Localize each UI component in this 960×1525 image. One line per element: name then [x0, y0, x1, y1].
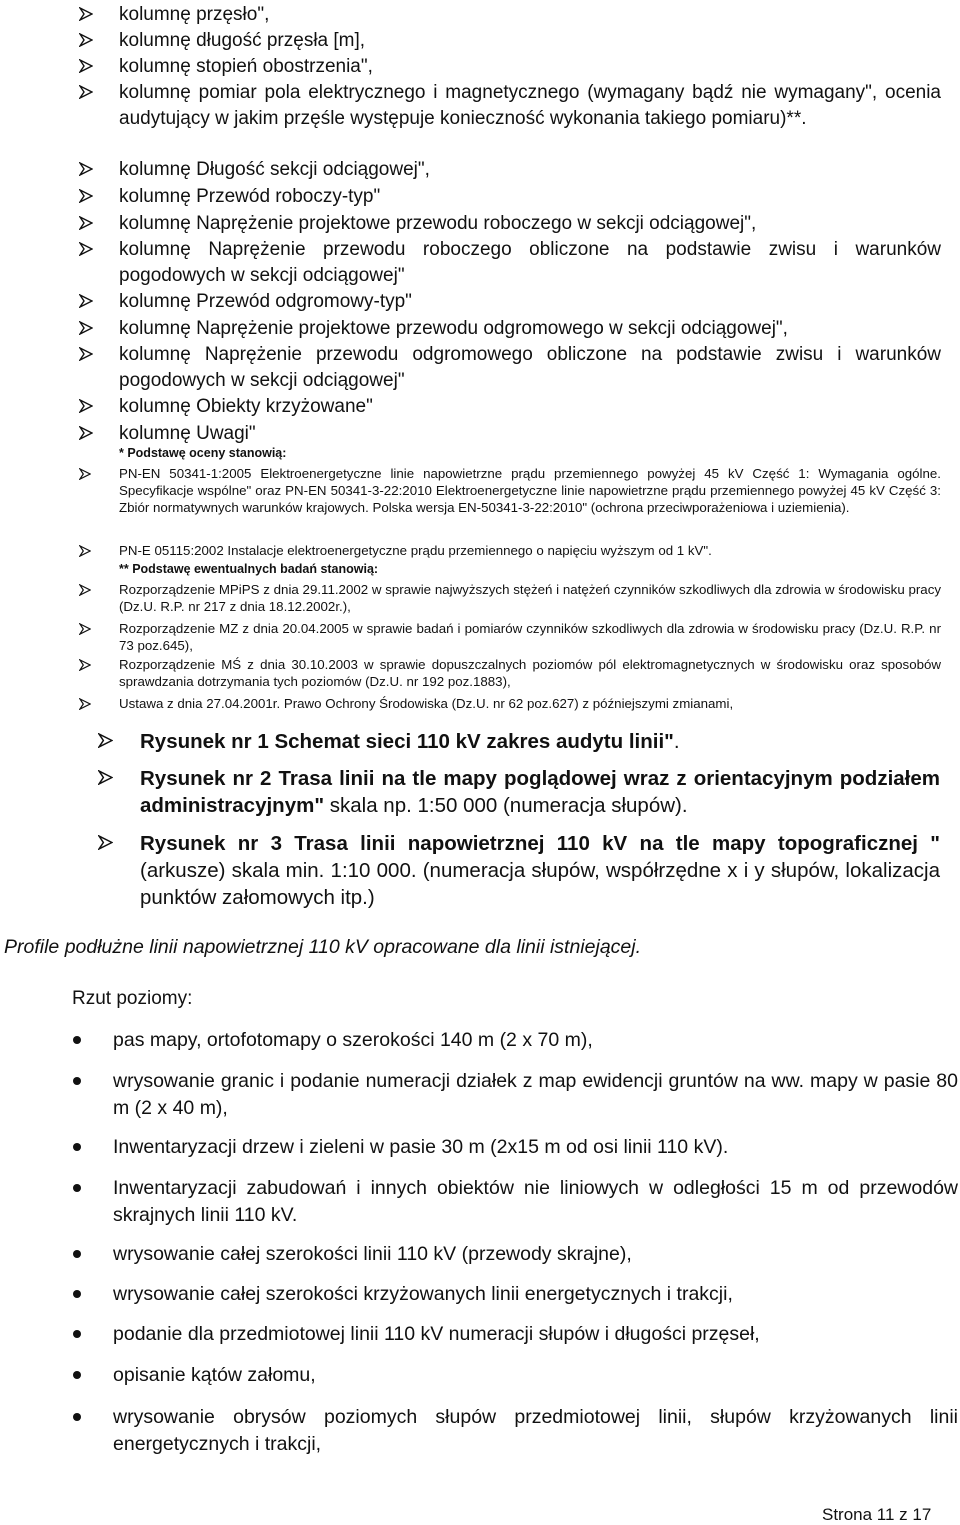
- arrowhead-bullet-icon: [79, 242, 93, 256]
- arrowhead-bullet-icon: [79, 162, 93, 176]
- list-item-text: Rozporządzenie MPiPS z dnia 29.11.2002 w sprawie najwyższych stężeń i natężeń czynników szkodliwych dla zdrowia w środowisku pracy (Dz.U. R.P. nr 217 z dnia 18.12.2002r.),: [119, 582, 941, 614]
- regulation-list-item: [0, 656, 960, 692]
- list-item-text: wrysowanie całej szerokości krzyżowanych linii energetycznych i trakcji,: [113, 1283, 733, 1305]
- figure-text: [140, 728, 940, 755]
- figure-note: .: [673, 730, 680, 753]
- arrowhead-bullet-icon: [79, 347, 93, 361]
- arrowhead-bullet-icon: [98, 835, 113, 850]
- list-item-text: kolumnę Uwagi": [119, 423, 256, 444]
- list-item: [0, 1175, 960, 1229]
- list-item-text: kolumnę Naprężenie przewodu roboczego obliczone na podstawie zwisu i warunków pogodowych w sekcji odciągowej": [119, 239, 941, 286]
- list-item: [0, 1281, 960, 1308]
- round-bullet-icon: [73, 1184, 81, 1192]
- arrowhead-bullet-icon: [79, 659, 91, 671]
- arrowhead-bullet-icon: [79, 33, 93, 47]
- figure-title: Rysunek nr 1 Schemat sieci 110 kV zakres audytu linii": [140, 730, 674, 753]
- list-item: [0, 1134, 960, 1161]
- plan-view-label: Rzut poziomy:: [72, 988, 193, 1009]
- round-bullet-icon: [73, 1250, 81, 1258]
- list-item-text: kolumnę Przewód roboczy-typ": [119, 186, 381, 207]
- arrowhead-bullet-icon: [79, 321, 93, 335]
- list-item-text: kolumnę pomiar pola elektrycznego i magnetycznego (wymagany bądź nie wymagany", ocenia audytujący w jakim przęśle występuje konieczność wykonania takiego pomiaru)**.: [119, 82, 941, 129]
- figure-text: [140, 830, 940, 911]
- list-item-text: Inwentaryzacji drzew i zieleni w pasie 30 m (2x15 m od osi linii 110 kV).: [113, 1136, 729, 1158]
- list-item-text: wrysowanie całej szerokości linii 110 kV (przewody skrajne),: [113, 1243, 632, 1265]
- figure-item: [0, 765, 960, 821]
- column-list-item: [0, 80, 960, 157]
- regulation-list-item: [0, 581, 960, 617]
- page-number: Strona 11 z 17: [822, 1505, 932, 1524]
- list-item-text: Inwentaryzacji zabudowań i innych obiektów nie liniowych w odległości 15 m od przewodów skrajnych linii 110 kV.: [113, 1177, 958, 1226]
- list-item-text: opisanie kątów załomu,: [113, 1364, 316, 1386]
- list-item: [0, 1027, 960, 1054]
- list-item-text: PN-EN 50341-1:2005 Elektroenergetyczne linie napowietrzne prądu przemiennego powyżej 45 kV Część 1: Wymagania ogólne. Specyfikacje wspólne" oraz PN-EN 50341-3-22:2010 Elektroenergetyczne linie napowietrzne prądu przemiennego powyżej 45 kV Część 3: Zbiór normatywnych warunków krajowych. Polska wersja EN-50341-3-22:2010" (ochrona przeciwporażeniowa i uziemienia).: [119, 466, 941, 515]
- arrowhead-bullet-icon: [79, 698, 91, 710]
- list-item-text: kolumnę długość przęsła [m],: [119, 30, 366, 51]
- list-item: [0, 1404, 960, 1458]
- list-item: [0, 1241, 960, 1268]
- arrowhead-bullet-icon: [79, 7, 93, 21]
- figure-text: [140, 765, 940, 819]
- assessment-basis-heading: * Podstawę oceny stanowią:: [119, 446, 287, 460]
- arrowhead-bullet-icon: [79, 216, 93, 230]
- arrowhead-bullet-icon: [79, 468, 91, 480]
- arrowhead-bullet-icon: [79, 623, 91, 635]
- arrowhead-bullet-icon: [98, 733, 113, 748]
- list-item-text: Ustawa z dnia 27.04.2001r. Prawo Ochrony Środowiska (Dz.U. nr 62 poz.627) z późniejszymi zmianami,: [119, 696, 734, 711]
- list-item-text: Rozporządzenie MŚ z dnia 30.10.2003 w sprawie dopuszczalnych poziomów pól elektromagnetycznych w środowisku oraz sposobów sprawdzania dotrzymania tych poziomów (Dz.U. nr 192 poz.1883),: [119, 657, 941, 689]
- round-bullet-icon: [73, 1290, 81, 1298]
- figure-item: [0, 728, 960, 756]
- column-list-item: [0, 157, 960, 182]
- column-list-item: [0, 211, 960, 236]
- list-item-text: kolumnę stopień obostrzenia",: [119, 56, 373, 77]
- list-item-text: kolumnę Naprężenie przewodu odgromowego obliczone na podstawie zwisu i warunków pogodowych w sekcji odciągowej": [119, 344, 941, 391]
- list-item-text: Rozporządzenie MZ z dnia 20.04.2005 w sprawie badań i pomiarów czynników szkodliwych dla zdrowia w środowisku pracy (Dz.U. R.P. nr 73 poz.645),: [119, 621, 941, 653]
- list-item-text: kolumnę Obiekty krzyżowane": [119, 396, 373, 417]
- arrowhead-bullet-icon: [79, 85, 93, 99]
- round-bullet-icon: [73, 1330, 81, 1338]
- list-item-text: kolumnę Długość sekcji odciągowej",: [119, 159, 430, 180]
- standard-list-item: [0, 542, 960, 561]
- column-list-item: [0, 289, 960, 314]
- list-item-text: kolumnę Naprężenie projektowe przewodu odgromowego w sekcji odciągowej",: [119, 318, 788, 339]
- regulation-list-item: [0, 695, 960, 714]
- column-list-item: [0, 316, 960, 341]
- round-bullet-icon: [73, 1077, 81, 1085]
- list-item-text: wrysowanie obrysów poziomych słupów przedmiotowej linii, słupów krzyżowanych linii energetycznych i trakcji,: [113, 1406, 958, 1455]
- column-list-item: [0, 237, 960, 288]
- regulation-list-item: [0, 620, 960, 656]
- arrowhead-bullet-icon: [79, 584, 91, 596]
- list-item-text: PN-E 05115:2002 Instalacje elektroenergetyczne prądu przemiennego o napięciu wyższym od 1 kV".: [119, 543, 712, 558]
- figure-title: Rysunek nr 2 Trasa linii na tle mapy poglądowej wraz z orientacyjnym podziałem administracyjnym": [140, 767, 940, 817]
- figure-note: (arkusze) skala min. 1:10 000. (numeracja słupów, współrzędne x i y słupów, lokalizacja punktów załomowych itp.): [140, 859, 940, 909]
- list-item: [0, 1321, 960, 1348]
- round-bullet-icon: [73, 1036, 81, 1044]
- profile-paragraph: Profile podłużne linii napowietrznej 110 kV opracowane dla linii istniejącej.: [4, 936, 642, 958]
- column-list-item: [0, 184, 960, 209]
- figure-title: Rysunek nr 3 Trasa linii napowietrznej 110 kV na tle mapy topograficznej ": [140, 832, 940, 855]
- standard-list-item: [0, 465, 960, 540]
- list-item-text: kolumnę przęsło",: [119, 4, 270, 25]
- list-item-text: kolumnę Naprężenie projektowe przewodu roboczego w sekcji odciągowej",: [119, 213, 757, 234]
- list-item-text: wrysowanie granic i podanie numeracji działek z map ewidencji gruntów na ww. mapy w pasie 80 m (2 x 40 m),: [113, 1070, 958, 1119]
- column-list-item: [0, 342, 960, 393]
- round-bullet-icon: [73, 1413, 81, 1421]
- arrowhead-bullet-icon: [79, 399, 93, 413]
- column-list-item: [0, 54, 960, 79]
- arrowhead-bullet-icon: [79, 294, 93, 308]
- list-item-text: podanie dla przedmiotowej linii 110 kV numeracji słupów i długości przęseł,: [113, 1323, 760, 1345]
- arrowhead-bullet-icon: [98, 770, 113, 785]
- list-item: [0, 1068, 960, 1122]
- arrowhead-bullet-icon: [79, 59, 93, 73]
- column-list-item: [0, 394, 960, 419]
- list-item: [0, 1362, 960, 1389]
- list-item-text: pas mapy, ortofotomapy o szerokości 140 m (2 x 70 m),: [113, 1029, 593, 1051]
- arrowhead-bullet-icon: [79, 189, 93, 203]
- round-bullet-icon: [73, 1143, 81, 1151]
- arrowhead-bullet-icon: [79, 426, 93, 440]
- optional-tests-heading: ** Podstawę ewentualnych badań stanowią:: [119, 562, 379, 576]
- figure-note: skala np. 1:50 000 (numeracja słupów).: [324, 794, 688, 817]
- round-bullet-icon: [73, 1371, 81, 1379]
- arrowhead-bullet-icon: [79, 545, 91, 557]
- column-list-item: [0, 28, 960, 53]
- figure-item: [0, 830, 960, 914]
- list-item-text: kolumnę Przewód odgromowy-typ": [119, 291, 412, 312]
- column-list-item: [0, 421, 960, 446]
- column-list-item: [0, 2, 960, 27]
